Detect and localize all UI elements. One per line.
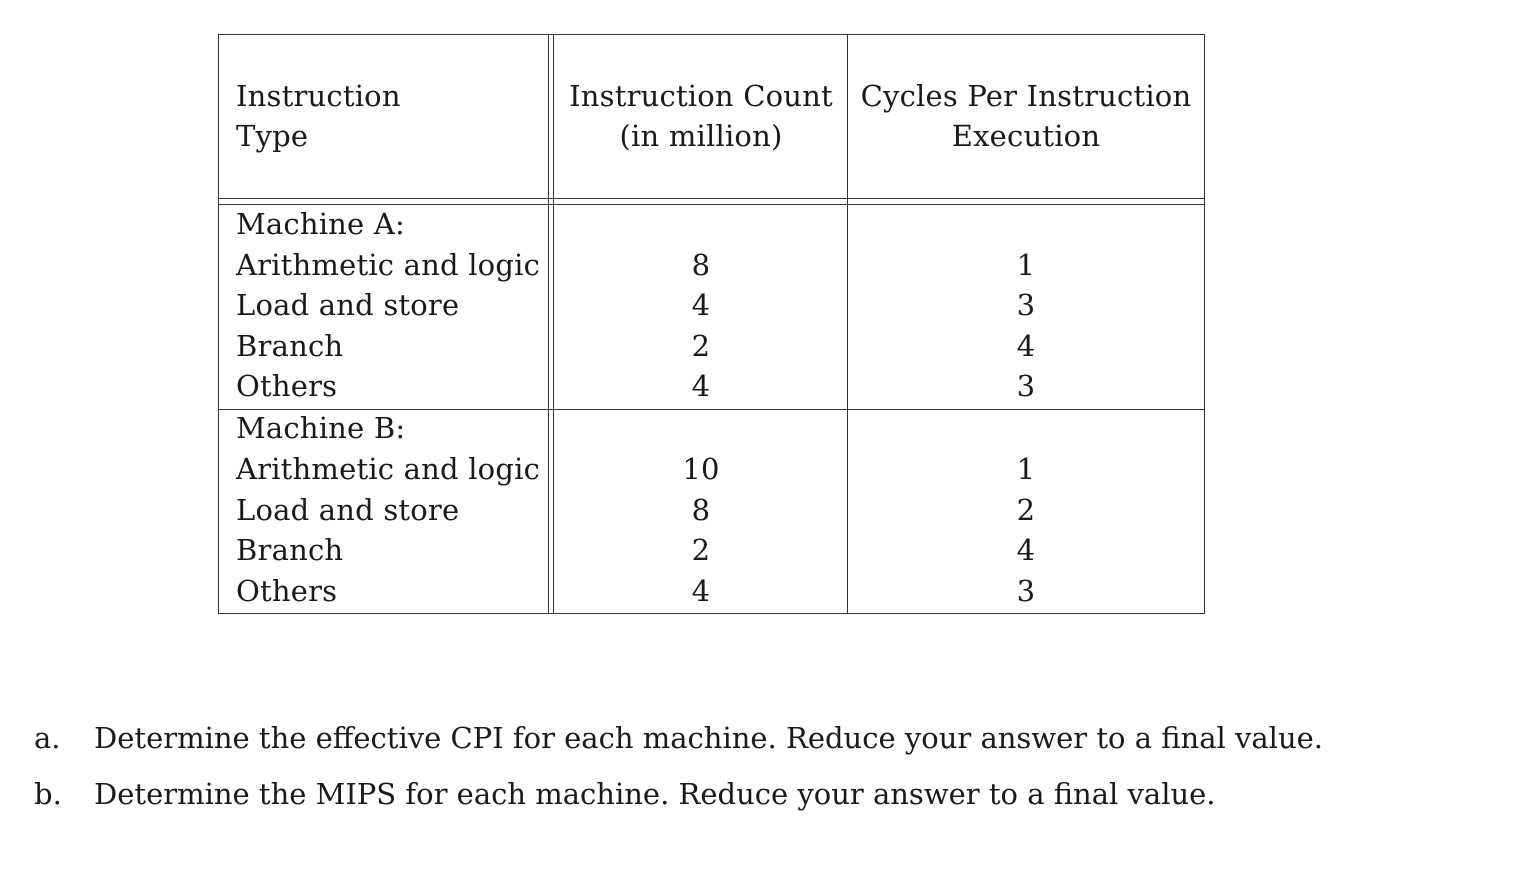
table-cell-cpi: 4 xyxy=(1016,329,1036,363)
table-cell-count: 8 xyxy=(691,493,711,527)
table-cell-count: 4 xyxy=(691,369,711,403)
header-instruction-type: Instruction Type xyxy=(236,79,401,153)
table-cell-count: 4 xyxy=(691,288,711,322)
header-cycles-per-instruction: Cycles Per Instruction Execution xyxy=(860,79,1192,153)
table-cell-cpi: 4 xyxy=(1016,533,1036,567)
machine-a-label: Machine A: xyxy=(236,207,405,241)
table-cell-count: 2 xyxy=(691,329,711,363)
question-list xyxy=(34,718,1494,830)
question-letter: b. xyxy=(34,777,62,811)
table-cell-cpi: 1 xyxy=(1016,248,1036,282)
table-cell-type: Arithmetic and logic xyxy=(236,248,541,282)
question-text: Determine the MIPS for each machine. Reduce your answer to a final value. xyxy=(94,777,1216,811)
table-cell-type: Load and store xyxy=(236,493,460,527)
header-instruction-count: Instruction Count (in million) xyxy=(569,79,833,153)
table-cell-type: Others xyxy=(236,574,338,608)
table-cell-count: 8 xyxy=(691,248,711,282)
question-a xyxy=(34,718,1494,774)
table-cell-type: Branch xyxy=(236,533,344,567)
table-cell-count: 10 xyxy=(682,452,720,486)
table-cell-type: Arithmetic and logic xyxy=(236,452,541,486)
table-cell-cpi: 3 xyxy=(1016,288,1036,322)
table-cell-cpi: 1 xyxy=(1016,452,1036,486)
table-cell-cpi: 2 xyxy=(1016,493,1036,527)
table-cell-cpi: 3 xyxy=(1016,574,1036,608)
table-cell-type: Others xyxy=(236,369,338,403)
question-b xyxy=(34,774,1494,830)
machine-b-label: Machine B: xyxy=(236,411,406,445)
table-cell-count: 2 xyxy=(691,533,711,567)
table-cell-type: Branch xyxy=(236,329,344,363)
table-cell-type: Load and store xyxy=(236,288,460,322)
column-divider xyxy=(548,34,549,614)
instruction-table xyxy=(218,34,1205,614)
question-text: Determine the effective CPI for each machine. Reduce your answer to a final value. xyxy=(94,721,1324,755)
table-cell-count: 4 xyxy=(691,574,711,608)
question-letter: a. xyxy=(34,721,61,755)
column-divider xyxy=(553,34,554,614)
table-cell-cpi: 3 xyxy=(1016,369,1036,403)
